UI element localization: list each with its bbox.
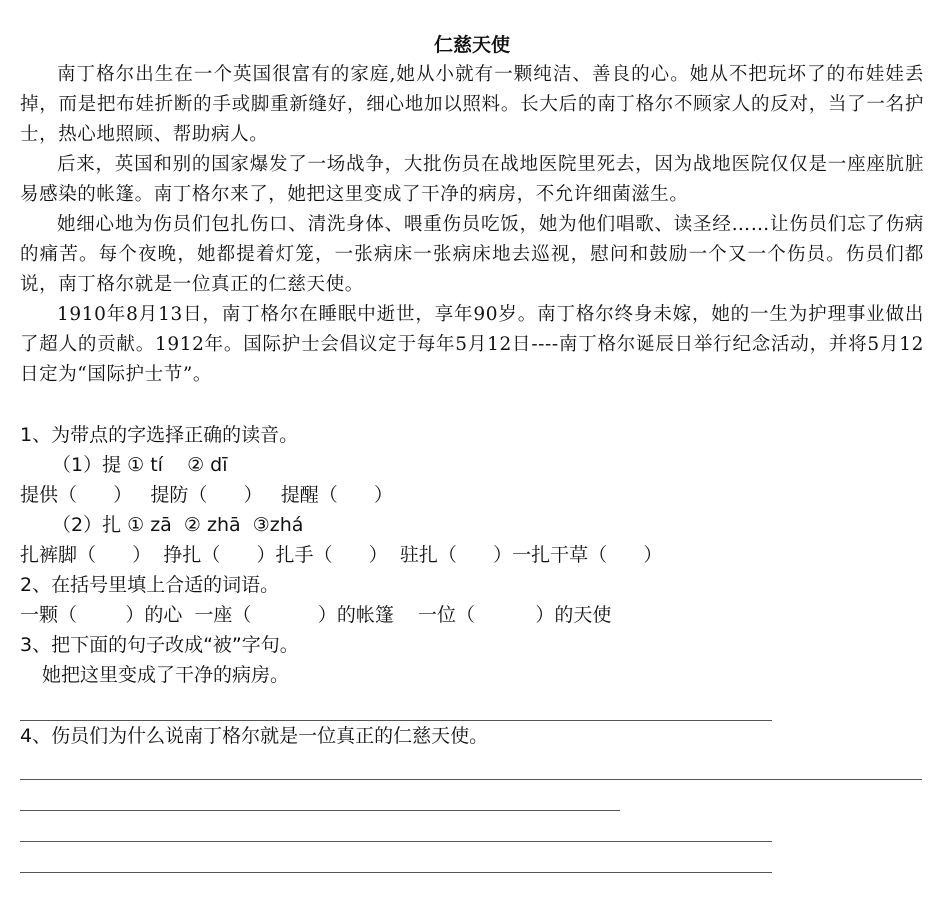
question-2-items[interactable]: 一颗（ ）的心 一座（ ）的帐篷 一位（ ）的天使 — [20, 604, 612, 626]
question-1-heading: 1、为带点的字选择正确的读音。 — [20, 424, 299, 446]
reading-passage — [20, 60, 924, 390]
passage-title: 仁慈天使 — [433, 34, 510, 56]
question-4-answer-line-4[interactable] — [20, 872, 772, 873]
passage-paragraph-1: 南丁格尔出生在一个英国很富有的家庭,她从小就有一颗纯洁、善良的心。她从不把玩坏了的布娃娃丢掉，而是把布娃折断的手或脚重新缝好，细心地加以照料。长大后的南丁格尔不顾家人的反对，当了一名护士，热心地照顾、帮助病人。 — [20, 64, 924, 145]
question-4-answer-line-1[interactable] — [20, 779, 922, 780]
question-3-heading: 3、把下面的句子改成“被”字句。 — [20, 634, 299, 656]
passage-paragraph-3: 她细心地为伤员们包扎伤口、清洗身体、喂重伤员吃饭，她为他们唱歌、读圣经……让伤员们忘了伤病的痛苦。每个夜晚，她都提着灯笼，一张病床一张病床地去巡视，慰问和鼓励一个又一个伤员。伤员们都说，南丁格尔就是一位真正的仁慈天使。 — [20, 214, 924, 295]
question-3-sentence: 她把这里变成了干净的病房。 — [42, 664, 290, 686]
question-3-answer-space — [20, 690, 924, 720]
passage-paragraph-4: 1910年8月13日，南丁格尔在睡眠中逝世，享年90岁。南丁格尔终身未嫁，她的一生为护理事业做出了超人的贡献。1912年。国际护士会倡议定于每年5月12日----南丁格尔诞辰日举行纪念活动，并将5月12日定为“国际护士节”。 — [20, 304, 924, 385]
question-1-part2-options: （2）扎 ① zā ② zhā ③zhá — [52, 514, 304, 536]
worksheet-page — [20, 30, 924, 903]
question-2-heading: 2、在括号里填上合适的词语。 — [20, 574, 280, 596]
questions-section — [20, 420, 924, 873]
passage-paragraph-2: 后来，英国和别的国家爆发了一场战争，大批伤员在战地医院里死去，因为战地医院仅仅是一座座肮脏易感染的帐篷。南丁格尔来了，她把这里变成了干净的病房，不允许细菌滋生。 — [20, 154, 924, 205]
question-1-part1-items[interactable]: 提供（ ） 提防（ ） 提醒（ ） — [20, 484, 393, 506]
question-4-answer-line-3[interactable] — [20, 841, 772, 842]
question-4-answer-area — [20, 751, 924, 873]
question-1-part2-items[interactable]: 扎裤脚（ ） 挣扎（ ）扎手（ ） 驻扎（ ）一扎干草（ ） — [20, 544, 663, 566]
question-4-heading: 4、伤员们为什么说南丁格尔就是一位真正的仁慈天使。 — [20, 725, 489, 747]
question-1-part1-options: （1）提 ① tí ② dī — [52, 454, 228, 476]
question-4-answer-line-2[interactable] — [20, 810, 620, 811]
